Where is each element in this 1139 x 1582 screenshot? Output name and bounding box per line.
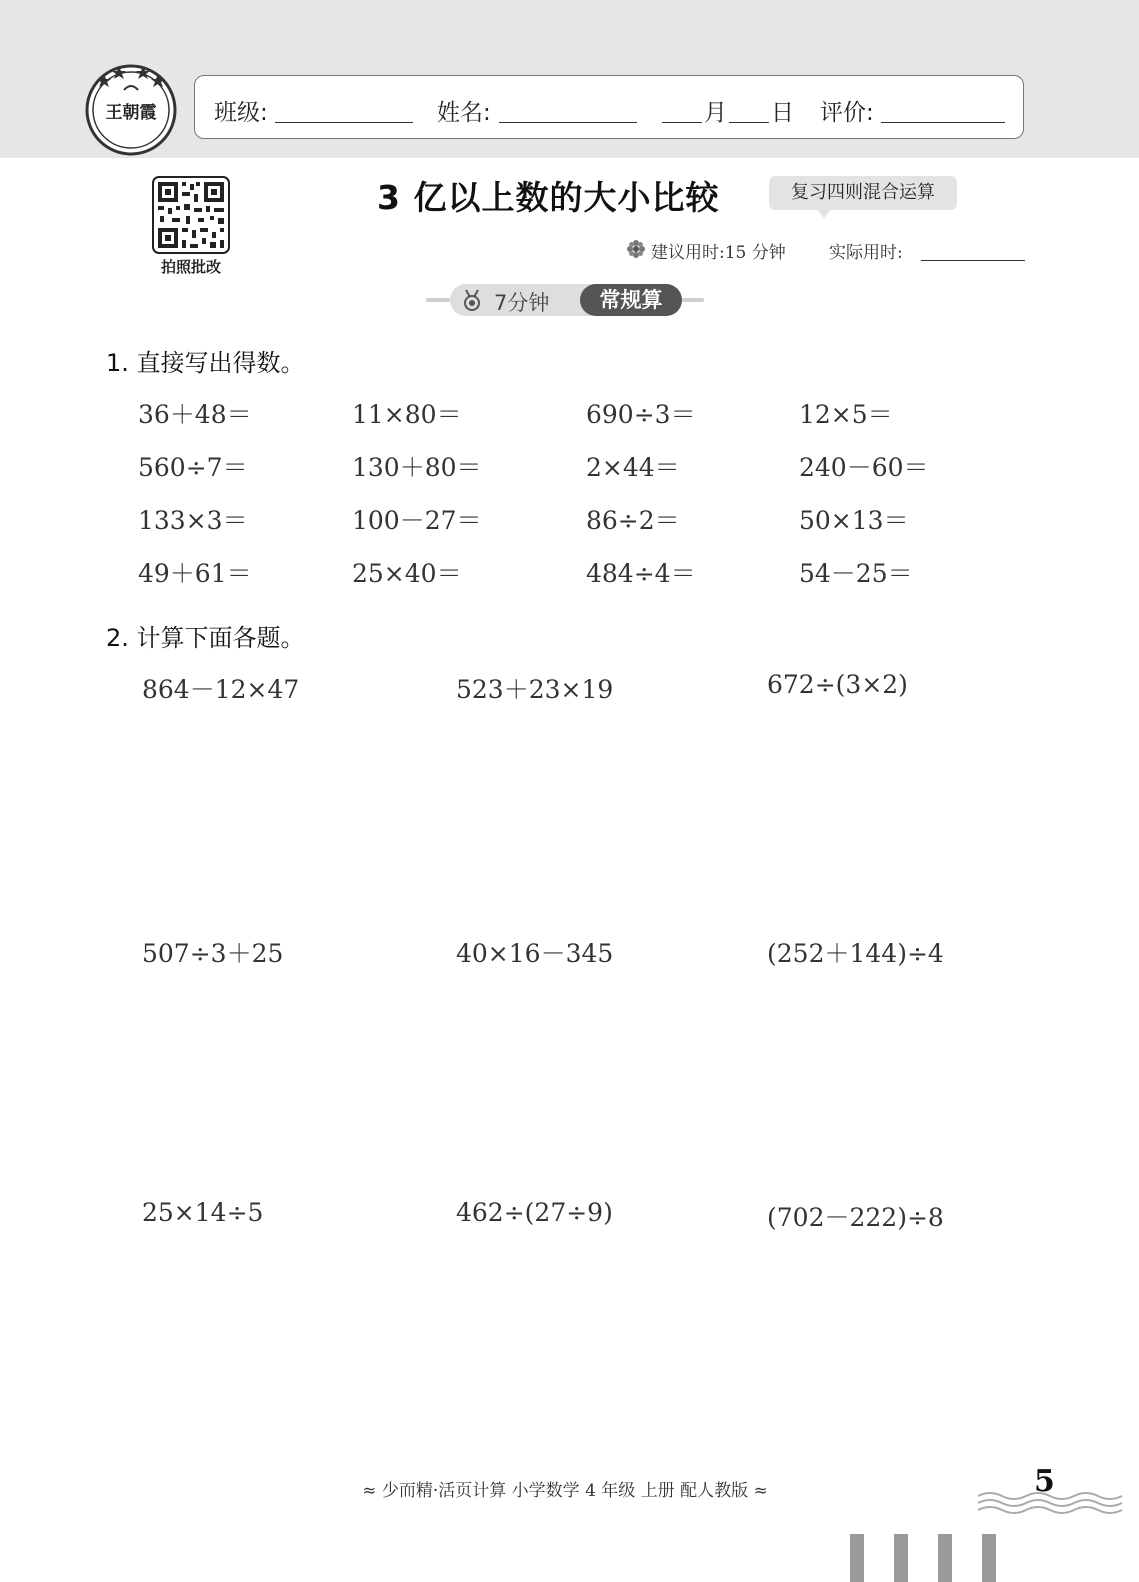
section-1-title: 1. 直接写出得数。 [106,349,305,377]
qr-caption: 拍照批改 [160,258,221,276]
written-problem: 40×16－345 [456,939,614,968]
written-problem: 523＋23×19 [456,675,614,704]
page-title: 3 亿以上数的大小比较 [377,178,720,217]
written-problem: 864－12×47 [142,675,300,704]
name-label: 姓名: [437,100,491,126]
oral-problem: 130＋80＝ [352,453,482,482]
edge-tab-bar [982,1534,996,1582]
oral-problem: 49＋61＝ [138,559,252,588]
month-field[interactable] [662,122,702,123]
oral-problem: 12×5＝ [799,400,893,429]
oral-problem: 86÷2＝ [586,506,680,535]
session-badge: 常规算 [580,284,682,316]
logo-text: 王朝霞 [105,103,157,123]
session-duration: 7分钟 [494,291,550,315]
oral-problem: 11×80＝ [352,400,462,429]
flower-icon [627,240,645,258]
day-label: 日 [771,100,794,126]
student-info-box [194,75,1024,139]
written-problem: 507÷3＋25 [142,939,284,968]
edge-tab-bar [938,1534,952,1582]
review-tag-tail [816,208,832,218]
brand-logo [84,60,178,156]
written-problem: (702－222)÷8 [767,1203,944,1232]
edge-tab-bar [850,1534,864,1582]
oral-problem: 25×40＝ [352,559,462,588]
oral-problem: 133×3＝ [138,506,248,535]
review-tag: 复习四则混合运算 [769,176,957,210]
oral-problem: 560÷7＝ [138,453,248,482]
oral-problem: 690÷3＝ [586,400,696,429]
actual-time-label: 实际用时: [829,243,903,263]
qr-code-icon[interactable] [152,176,230,254]
oral-problem: 36＋48＝ [138,400,252,429]
actual-time-field[interactable] [921,260,1025,261]
written-problem: 462÷(27÷9) [456,1198,613,1227]
rating-label: 评价: [820,100,874,126]
month-label: 月 [704,100,727,126]
day-field[interactable] [729,122,769,123]
rating-field[interactable] [881,122,1005,123]
pill-line-right [682,298,704,302]
suggested-time: 建议用时:15 分钟 [651,243,786,263]
footer-text: ≈ 少而精·活页计算 小学数学 4 年级 上册 配人教版 ≈ [362,1481,768,1501]
class-field[interactable] [275,122,413,123]
oral-problem: 240－60＝ [799,453,929,482]
oral-problem: 54－25＝ [799,559,913,588]
oral-problem: 50×13＝ [799,506,909,535]
pill-line-left [426,298,450,302]
written-problem: 25×14÷5 [142,1198,264,1227]
edge-tab-bar [894,1534,908,1582]
oral-problem: 484÷4＝ [586,559,696,588]
page-number: 5 [1034,1464,1055,1499]
class-label: 班级: [214,100,268,126]
name-field[interactable] [499,122,637,123]
written-problem: (252＋144)÷4 [767,939,944,968]
medal-icon [460,288,484,312]
oral-problem: 2×44＝ [586,453,680,482]
oral-problem: 100－27＝ [352,506,482,535]
wave-decoration [978,1486,1128,1518]
written-problem: 672÷(3×2) [767,670,908,699]
section-2-title: 2. 计算下面各题。 [106,624,305,652]
